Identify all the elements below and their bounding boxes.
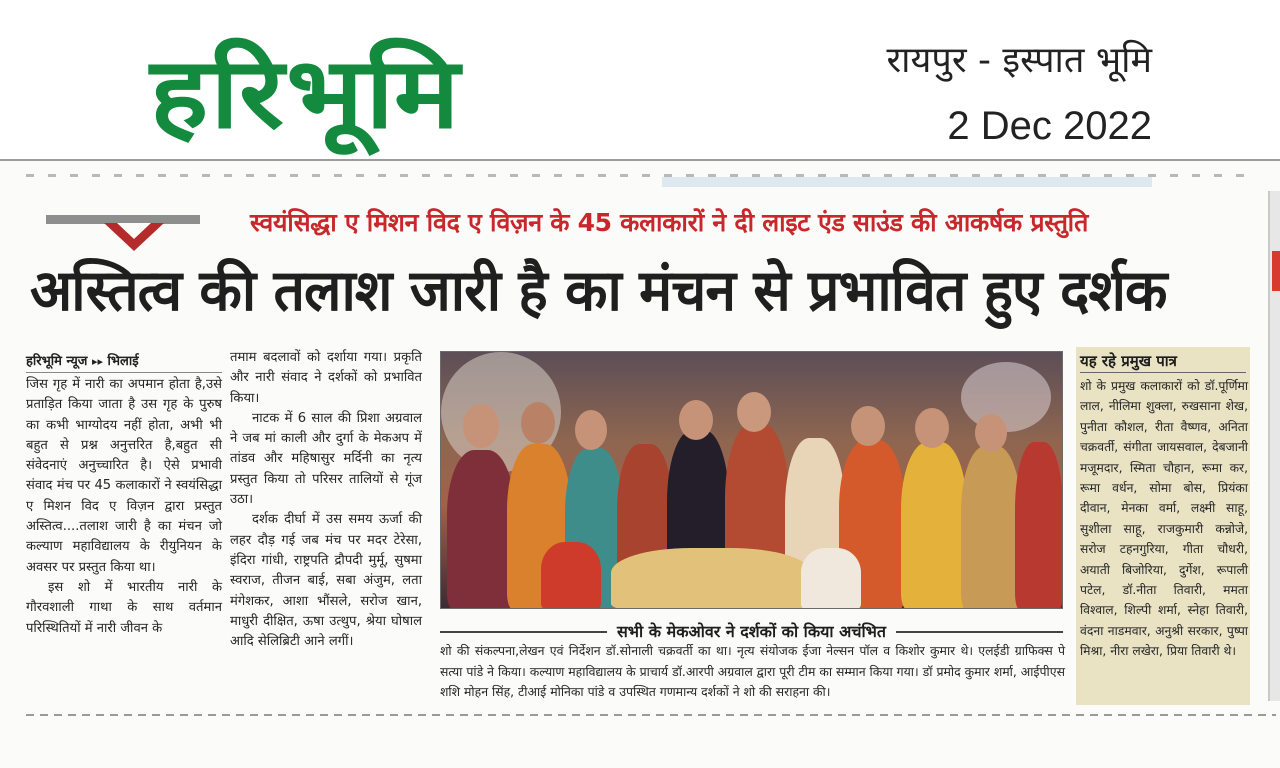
edition-label: रायपुर - इस्पात भूमि <box>886 40 1152 81</box>
chevron-down-icon <box>104 223 164 251</box>
byline <box>26 351 222 369</box>
photo-caption-text: शो की संकल्पना,लेखन एवं निर्देशन डॉ.सोनाली चक्रवर्ती का था। नृत्य संयोजक ईजा नेल्सन पॉल व किशोर कुमार थे। एलईडी ग्राफिक्स पे सत्या पांडे ने किया। कल्याण महाविद्यालय के प्राचार्य डॉ.आरपी अग्रवाल द्वारा पूरी टीम का सम्मान किया गया। डॉ प्रमोद कुमार शर्मा, आईपीएस शशि मोहन सिंह, टीआई मोनिका पांडे व उपस्थित गणमान्य दर्शकों ने शो की सराहना की। <box>440 643 1065 699</box>
photo-caption-title: सभी के मेकओवर ने दर्शकों को किया अचंभित <box>440 620 1063 642</box>
publication-date: 2 Dec 2022 <box>947 104 1152 148</box>
newspaper-clipping <box>0 161 1280 768</box>
sidebar-title: यह रहे प्रमुख पात्र <box>1080 352 1177 370</box>
clipping-bottom-edge <box>26 714 1276 716</box>
adjacent-article-band <box>662 177 1152 187</box>
fast-forward-icon: ▸▸ <box>91 355 103 368</box>
column-1-paragraph-2: इस शो में भारतीय नारी के गौरवशाली गाथा के साथ वर्तमान परिस्थितियों में नारी जीवन के <box>26 579 222 636</box>
newspaper-logo: हरिभूमि <box>150 37 462 151</box>
sidebar-text: शो के प्रमुख कलाकारों को डॉ.पूर्णिमा लाल, नीलिमा शुक्ला, रुखसाना शेख, पुनीता कौशल, रीता वैष्णव, अनिता चक्रवर्ती, संगीता जायसवाल, देबजानी मजूमदार, स्मिता चौहान, रूमा कर, रूमा वर्धन, सोमा बोस, प्रियंका दीवान, मेनका वर्मा, लक्ष्मी साहू, सुशीला साहू, राजकुमारी कन्नोजे, सरोज टहनगुरिया, गीता चौधरी, अयाती बिजोरिया, दुर्गेश, रूपाली पटेल, डॉ.नीता तिवारी, ममता विश्वाल, शिल्पी शर्मा, स्नेहा तिवारी, वंदना नाडमवार, अनुश्री सरकार, पुष्पा मिश्रा, नीरा लखेरा, प्रिया तिवारी थे। <box>1080 379 1248 659</box>
article-column-1 <box>26 375 222 639</box>
column-2-paragraph-3: दर्शक दीर्घा में उस समय ऊर्जा की लहर दौड़ गई जब मंच पर मदर टेरेसा, इंदिरा गांधी, राष्ट्रपति द्रौपदी मुर्मू, सुषमा स्वराज, तीजन बाई, सबा अंजुम, लता मंगेशकर, आशा भौंसले, सरोज खान, माधुरी दीक्षित, ऊषा उत्थुप, श्रेया घोषाल आदि सेलिब्रिटी आने लगीं। <box>230 512 422 650</box>
column-1-paragraph-1: जिस गृह में नारी का अपमान होता है,उसे प्रताड़ित किया जाता है उस गृह के पुरुष का कभी भाग्योदय नहीं होता, अभी भी बहुत से प्रश्न अनुत्तरित है,बहुत सी संवेदनाएं अनुच्चारित है। ऐसे प्रभावी संवाद मंच पर 45 कलाकारों ने स्वयंसिद्धा ए मिशन विद ए विज़न द्वारा प्रस्तुत अस्तित्व....तलाश जारी है का मंचन जो कल्याण महाविद्यालय के रीयुनियन के अवसर पर प्रस्तुत किया था। <box>26 377 222 575</box>
article-kicker: स्वयंसिद्धा ए मिशन विद ए विज़न के 45 कलाकारों ने दी लाइट एंड साउंड की आकर्षक प्रस्तुति <box>250 208 1089 237</box>
byline-place: भिलाई <box>107 354 139 369</box>
byline-source: हरिभूमि न्यूज <box>26 354 88 369</box>
article-headline: अस्तित्व की तलाश जारी है का मंचन से प्रभावित हुए दर्शक <box>30 258 1167 324</box>
sidebar-divider <box>1080 372 1246 373</box>
column-2-paragraph-1: तमाम बदलावों को दर्शाया गया। प्रकृति और नारी संवाद ने दर्शकों को प्रभावित किया। <box>230 350 422 406</box>
column-2-paragraph-2: नाटक में 6 साल की प्रिशा अग्रवाल ने जब मां काली और दुर्गा के मेकअप में तांडव और महिषासुर मर्दिनी का नृत्य प्रस्तुत किया तो परिसर तालियों से गूंज उठा। <box>230 410 422 508</box>
group-photo <box>440 351 1063 609</box>
masthead <box>0 0 1280 160</box>
adjacent-page-edge <box>1268 191 1280 701</box>
article-column-2 <box>230 348 422 652</box>
